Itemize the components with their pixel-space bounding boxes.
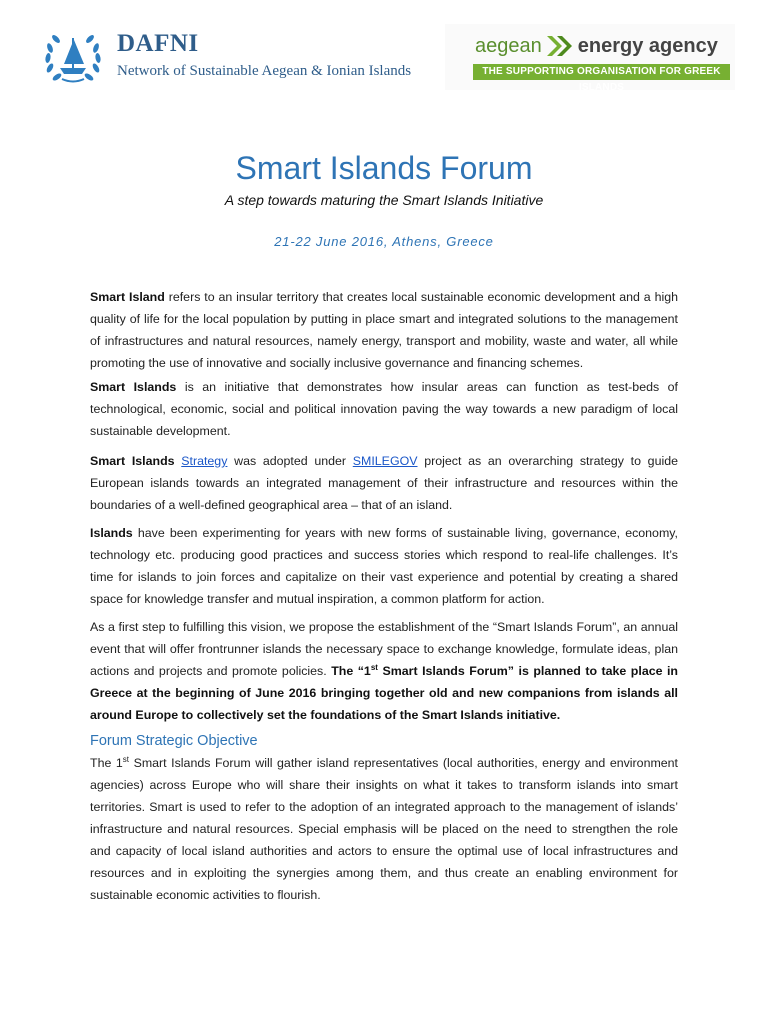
dafni-name: DAFNI [117, 30, 199, 57]
paragraph-strategy: Smart Islands Strategy was adopted under SMILEGOV project as an overarching strategy to guide European islands towards an integrated management of their infrastructure and resources within the boundaries of a well-defined geographical area – that of an island. [90, 454, 678, 512]
dafni-tagline: Network of Sustainable Aegean & Ionian Islands [117, 63, 412, 79]
bold-term: Smart Islands [90, 380, 177, 394]
page-title: Smart Islands Forum [235, 150, 533, 186]
bold-term: Smart Island [90, 290, 165, 304]
energy-agency-word: energy agency [577, 34, 718, 57]
page-header [0, 0, 768, 100]
page-subtitle: A step towards maturing the Smart Islands Initiative [224, 192, 544, 208]
aegean-energy-agency-logo [445, 24, 735, 93]
strategy-link[interactable]: Strategy [181, 454, 228, 468]
paragraph-smart-islands-initiative: Smart Islands is an initiative that demonstrates how insular areas can function as test-beds of technological, economic, social and political innovation paving the way towards a new paradigm of local sustainable development. [90, 380, 678, 438]
section-heading: Forum Strategic Objective [90, 733, 258, 749]
aegean-banner: THE SUPPORTING ORGANISATION FOR GREEK ISLANDS [473, 64, 730, 80]
paragraph-first-step: As a first step to fulfilling this vision, we propose the establishment of the “Smart Islands Forum”, an annual event that will offer frontrunner islands the necessary space to exchange knowledge, formulate ideas, plan actions and projects and promote policies. The “1st Smart Islands Forum” is planned to take place in Greece at the beginning of June 2016 bringing together old and new companions from islands all around Europe to collectively set the foundations of the Smart Islands initiative. [90, 620, 678, 722]
ship-wreath-icon [40, 24, 106, 90]
double-chevron-icon [545, 34, 575, 58]
aegean-word: aegean [475, 34, 542, 57]
bold-announcement: The “1st Smart Islands Forum” is planned to take place in Greece at the beginning of June 2016 bringing together old and new companions from islands all around Europe to collectively set the foundations of the Smart Islands initiative. [90, 662, 678, 722]
paragraph-smart-island: Smart Island refers to an insular territory that creates local sustainable economic development and a high quality of life for the local population by putting in place smart and integrated solutions to the management of infrastructures and natural resources, namely energy, transport and mobility, waste and water, all while promoting the use of innovative and socially inclusive governance and financing schemes. [90, 290, 678, 370]
smilegov-link[interactable]: SMILEGOV [352, 454, 418, 468]
bold-term: Smart Islands [90, 454, 175, 468]
bold-term: Islands [90, 526, 133, 540]
paragraph-strategic-objective: The 1st Smart Islands Forum will gather island representatives (local authorities, energy and environment agencies) across Europe who will share their insights on what it takes to transform islands into smart territories. Smart is used to refer to the adoption of an integrated approach to the management of islands’ infrastructure and natural resources. Special emphasis will be placed on the need to strengthen the role and capacity of local island authorities and actors to ensure the optimal use of local infrastructures and resources and in exploiting the synergies among them, and thus create an enabling environment for sustainable economic activities to flourish. [90, 754, 679, 902]
event-date-location: 21-22 June 2016, Athens, Greece [274, 234, 494, 249]
paragraph-islands: Islands have been experimenting for years with new forms of sustainable living, governance, economy, technology etc. producing good practices and success stories which respond to real-life challenges. It’s time for islands to join forces and capitalize on their vast experience and potential by creating a shared space for knowledge transfer and mutual inspiration, a common platform for action. [90, 526, 678, 606]
